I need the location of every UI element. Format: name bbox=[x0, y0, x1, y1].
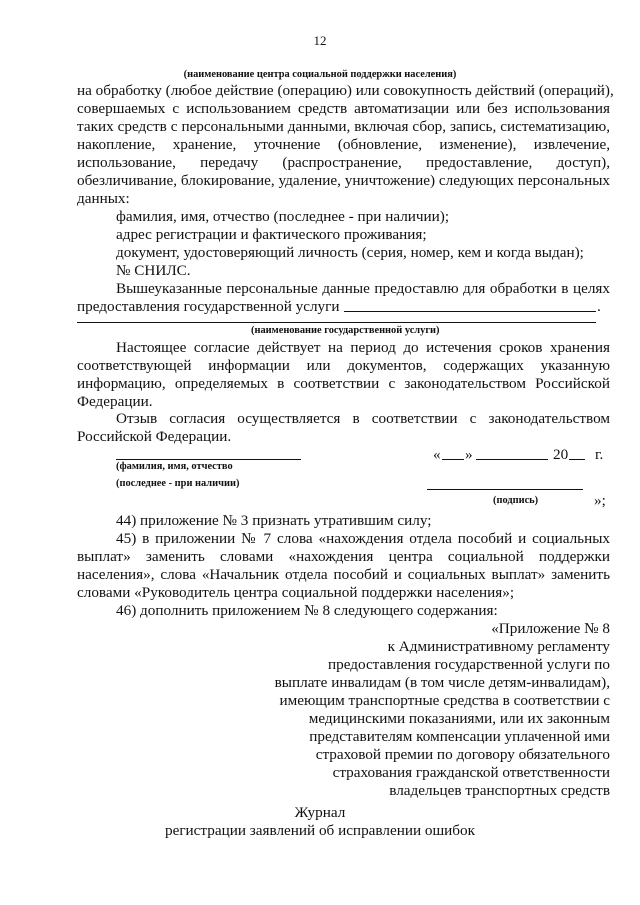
fio-caption: (последнее - при наличии) bbox=[116, 478, 240, 489]
appendix-line: страховой премии по договору обязательного bbox=[315, 746, 610, 763]
signature-caption: (подпись) bbox=[493, 495, 539, 506]
center-caption: (наименование центра социальной поддержки населения) bbox=[183, 69, 457, 80]
text-line: совершаемых с использованием средств автоматизации или без использования bbox=[77, 100, 610, 117]
date-close-quote: » bbox=[465, 446, 473, 463]
service-blank-line bbox=[344, 311, 596, 312]
date-year: 20 bbox=[553, 446, 569, 463]
appendix-line: «Приложение № 8 bbox=[491, 620, 610, 637]
date-open-quote: « bbox=[433, 446, 441, 463]
revoke-line: Отзыв согласия осуществляется в соответствии с законодательством bbox=[116, 410, 610, 427]
list-item: фамилия, имя, отчество (последнее - при наличии); bbox=[116, 208, 450, 225]
journal-title: Журнал bbox=[294, 804, 346, 821]
fio-blank-line bbox=[116, 459, 301, 460]
text-line: словами «Руководитель центра социальной поддержки населения»; bbox=[77, 584, 515, 601]
appendix-line: владельцев транспортных средств bbox=[389, 782, 610, 799]
signature-blank-line bbox=[427, 489, 583, 490]
fio-caption: (фамилия, имя, отчество bbox=[116, 461, 233, 472]
amendment-46: 46) дополнить приложением № 8 следующего содержания: bbox=[116, 602, 498, 619]
service-caption: (наименование государственной услуги) bbox=[251, 325, 440, 336]
provide-line-end: . bbox=[597, 298, 601, 315]
text-line: накопление, хранение, уточнение (обновление, изменение), извлечение, bbox=[77, 136, 610, 153]
signature-end: »; bbox=[594, 492, 606, 509]
text-line: Настоящее согласие действует на период до истечения сроков хранения bbox=[116, 339, 610, 356]
date-g: г. bbox=[595, 446, 604, 463]
list-item: адрес регистрации и фактического проживания; bbox=[116, 226, 427, 243]
day-blank-line bbox=[442, 459, 464, 460]
year-blank-line bbox=[569, 459, 585, 460]
revoke-line: Российской Федерации. bbox=[77, 428, 232, 445]
month-blank-line bbox=[476, 459, 548, 460]
text-line: данных: bbox=[77, 190, 130, 207]
journal-subtitle: регистрации заявлений об исправлении ошибок bbox=[164, 822, 475, 839]
text-line: Федерации. bbox=[77, 393, 153, 410]
text-line: обезличивание, блокирование, удаление, уничтожение) следующих персональных bbox=[77, 172, 610, 189]
text-line: соответствующей информации или документов, содержащих указанную bbox=[77, 357, 610, 374]
text-line: на обработку (любое действие (операцию) или совокупность действий (операций), bbox=[77, 82, 614, 99]
provide-line: Вышеуказанные персональные данные предоставлю для обработки в целях bbox=[116, 280, 610, 297]
amendment-44: 44) приложение № 3 признать утратившим силу; bbox=[116, 512, 432, 529]
list-item: документ, удостоверяющий личность (серия, номер, кем и когда выдан); bbox=[116, 244, 584, 261]
page-number: 12 bbox=[313, 33, 327, 48]
list-item: № СНИЛС. bbox=[116, 262, 191, 279]
appendix-line: к Административному регламенту bbox=[387, 638, 610, 655]
text-line: таких средств с персональными данными, включая сбор, запись, систематизацию, bbox=[77, 118, 610, 135]
text-line: использование, передачу (распространение, предоставление, доступ), bbox=[77, 154, 610, 171]
provide-line: предоставления государственной услуги bbox=[77, 298, 340, 315]
text-line: информацию, определяемых в соответствии с законодательством Российской bbox=[77, 375, 610, 392]
text-line: населения», слова «Начальник отдела пособий и социальных выплат» заменить bbox=[77, 566, 610, 583]
appendix-line: выплате инвалидам (в том числе детям-инвалидам), bbox=[274, 674, 610, 691]
text-line: 45) в приложении № 7 слова «нахождения отдела пособий и социальных bbox=[116, 530, 610, 547]
appendix-line: медицинскими показаниями, или их законным bbox=[308, 710, 610, 727]
appendix-line: имеющим транспортные средства в соответствии с bbox=[279, 692, 610, 709]
appendix-line: представителям компенсации уплаченной ими bbox=[309, 728, 610, 745]
appendix-line: предоставления государственной услуги по bbox=[327, 656, 610, 673]
text-line: выплат» заменить словами «нахождения центра социальной поддержки bbox=[77, 548, 610, 565]
service-blank-line-2 bbox=[77, 322, 596, 323]
appendix-line: страхования гражданской ответственности bbox=[332, 764, 610, 781]
